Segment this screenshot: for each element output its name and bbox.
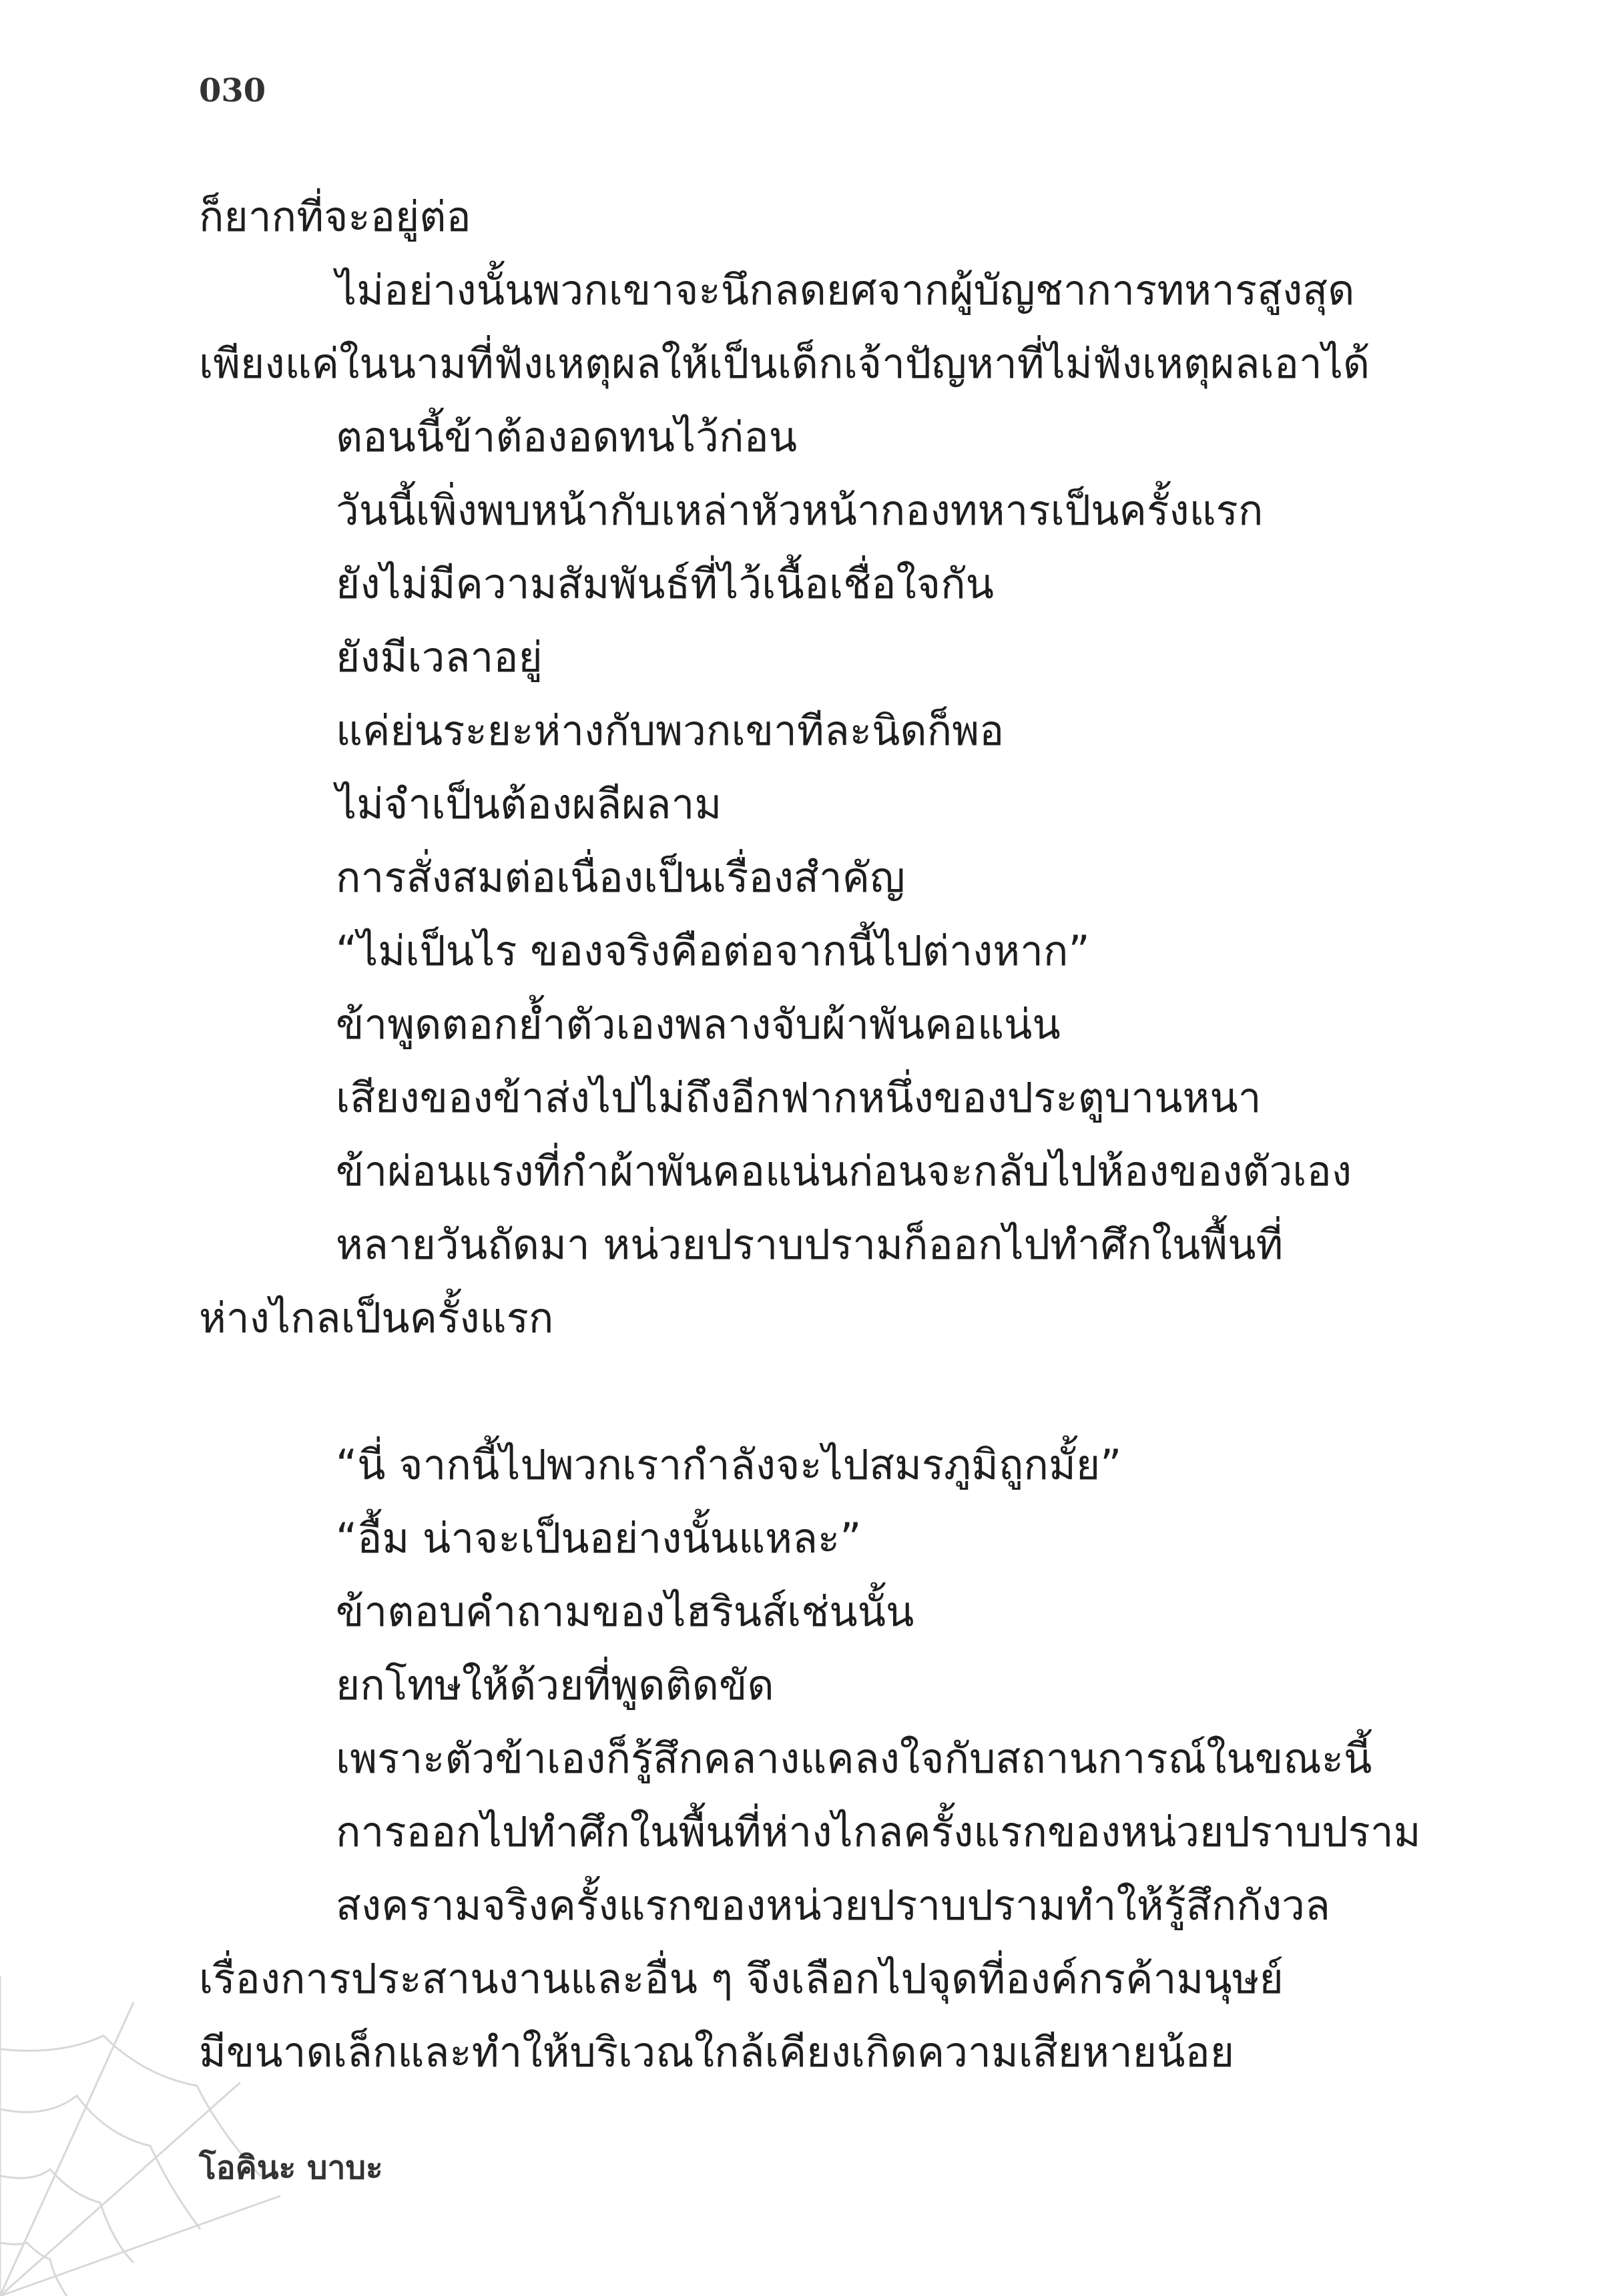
text-line: เสียงของข้าส่งไปไม่ถึงอีกฟากหนึ่งของประตูบานหนา [336,1073,1262,1122]
text-line: ยกโทษให้ด้วยที่พูดติดขัด [336,1661,774,1709]
text-line: เพียงแค่ในนามที่ฟังเหตุผลให้เป็นเด็กเจ้าปัญหาที่ไม่ฟังเหตุผลเอาได้ [199,339,1370,388]
text-line: ตอนนี้ข้าต้องอดทนไว้ก่อน [336,412,798,461]
text-line: “อื้ม น่าจะเป็นอย่างนั้นแหละ” [336,1514,862,1562]
text-line: มีขนาดเล็กและทำให้บริเวณใกล้เคียงเกิดความเสียหายน้อย [199,2028,1235,2076]
text-line: ยังไม่มีความสัมพันธ์ที่ไว้เนื้อเชื่อใจกัน [336,559,995,608]
text-line: แค่ย่นระยะห่างกับพวกเขาทีละนิดก็พอ [336,706,1005,755]
text-line: ข้าพูดตอกย้ำตัวเองพลางจับผ้าพันคอแน่น [336,1000,1061,1049]
page-number: 030 [199,72,266,109]
spider-web-decoration [0,1976,280,2296]
text-line: “นี่ จากนี้ไปพวกเรากำลังจะไปสมรภูมิถูกมั้ย” [336,1440,1122,1489]
body-text [199,180,1421,2089]
text-line: วันนี้เพิ่งพบหน้ากับเหล่าหัวหน้ากองทหารเป็นครั้งแรก [336,486,1264,535]
text-line: ข้าตอบคำถามของไฮรินส์เช่นนั้น [336,1587,914,1636]
text-line: เรื่องการประสานงานและอื่น ๆ จึงเลือกไปจุดที่องค์กรค้ามนุษย์ [199,1954,1284,2003]
footer-author: โอคินะ บาบะ [199,2149,383,2187]
text-line: ห่างไกลเป็นครั้งแรก [199,1294,554,1342]
text-line: ยังมีเวลาอยู่ [336,633,543,681]
paragraph-gap [199,1355,1415,1428]
text-line: ไม่จำเป็นต้องผลีผลาม [336,780,722,828]
text-line: “ไม่เป็นไร ของจริงคือต่อจากนี้ไปต่างหาก” [336,926,1090,975]
text-line: ก็ยากที่จะอยู่ต่อ [199,192,471,241]
text-line: ข้าผ่อนแรงที่กำผ้าพันคอแน่นก่อนจะกลับไปห้องของตัวเอง [336,1147,1352,1195]
text-line: การออกไปทำศึกในพื้นที่ห่างไกลครั้งแรกของหน่วยปราบปราม [336,1807,1421,1856]
text-line: การสั่งสมต่อเนื่องเป็นเรื่องสำคัญ [336,853,905,902]
text-line: เพราะตัวข้าเองก็รู้สึกคลางแคลงใจกับสถานการณ์ในขณะนี้ [336,1734,1372,1783]
text-line: หลายวันถัดมา หน่วยปราบปรามก็ออกไปทำศึกในพื้นที่ [336,1220,1284,1269]
text-line: สงครามจริงครั้งแรกของหน่วยปราบปรามทำให้รู้สึกกังวล [336,1881,1330,1930]
text-line: ไม่อย่างนั้นพวกเขาจะนึกลดยศจากผู้บัญชาการทหารสูงสุด [336,266,1355,314]
